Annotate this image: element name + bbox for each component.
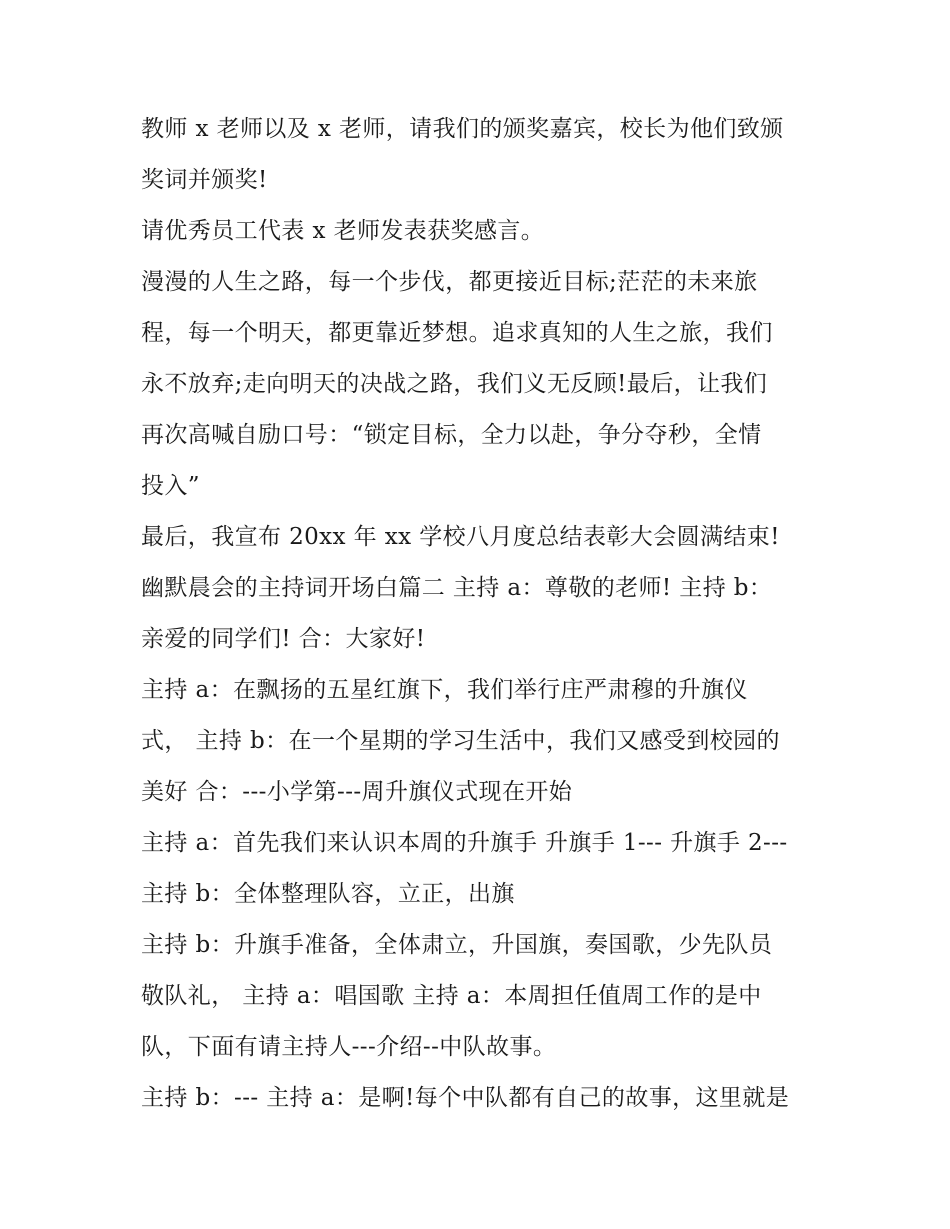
- text-line: 主持 a：首先我们来认识本周的升旗手 升旗手 1--- 升旗手 2---: [141, 830, 788, 856]
- text-line: 美好 合：---小学第---周升旗仪式现在开始: [141, 779, 573, 805]
- text-line: 主持 b：升旗手准备，全体肃立，升国旗，奏国歌，少先队员: [141, 932, 773, 958]
- document-body: [141, 104, 821, 1124]
- text-line: 再次高喊自励口号：“锁定目标，全力以赴，争分夺秒，全情: [141, 422, 762, 448]
- text-line: 程，每一个明天，都更靠近梦想。追求真知的人生之旅，我们: [141, 320, 773, 346]
- text-line: 漫漫的人生之路，每一个步伐，都更接近目标;茫茫的未来旅: [141, 269, 758, 295]
- text-line: 主持 b：全体整理队容，立正，出旗: [141, 881, 515, 907]
- text-line: 请优秀员工代表 x 老师发表获奖感言。: [141, 218, 545, 244]
- text-line: 式， 主持 b：在一个星期的学习生活中，我们又感受到校园的: [141, 728, 780, 754]
- text-line: 幽默晨会的主持词开场白篇二 主持 a：尊敬的老师! 主持 b：: [141, 575, 773, 601]
- text-line: 亲爱的同学们! 合：大家好!: [141, 626, 426, 652]
- text-line: 敬队礼， 主持 a：唱国歌 主持 a：本周担任值周工作的是中: [141, 983, 762, 1009]
- text-line: 主持 b：--- 主持 a：是啊!每个中队都有自己的故事，这里就是: [141, 1085, 790, 1111]
- text-line: 投入”: [141, 473, 200, 499]
- text-line: 永不放弃;走向明天的决战之路，我们义无反顾!最后，让我们: [141, 371, 768, 397]
- text-line: 主持 a：在飘扬的五星红旗下，我们举行庄严肃穆的升旗仪: [141, 677, 748, 703]
- text-line: 最后，我宣布 20xx 年 xx 学校八月度总结表彰大会圆满结束!: [141, 524, 780, 550]
- text-line: 奖词并颁奖!: [141, 167, 268, 193]
- text-line: 教师 x 老师以及 x 老师，请我们的颁奖嘉宾，校长为他们致颁: [141, 116, 784, 142]
- text-line: 队，下面有请主持人---介绍--中队故事。: [141, 1034, 557, 1060]
